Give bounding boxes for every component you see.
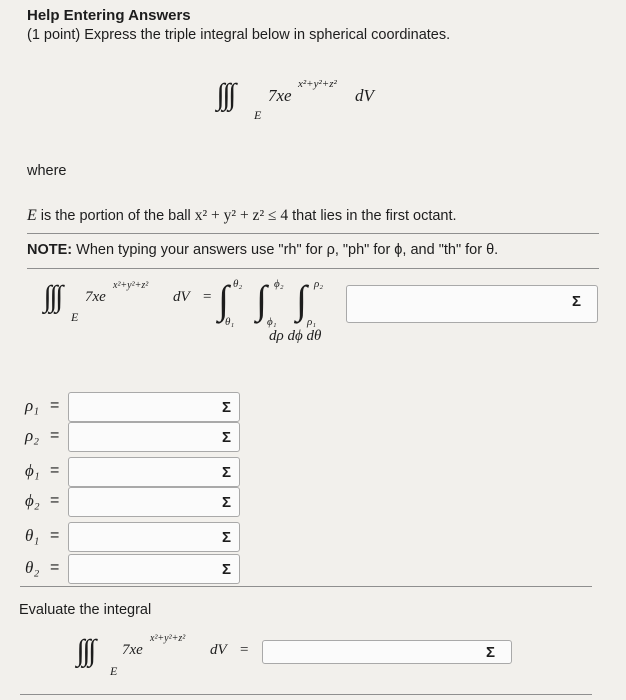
integrand-exponent: x²+y²+z²: [298, 78, 337, 90]
equation-editor-sigma-icon[interactable]: Σ: [486, 644, 496, 661]
note-label: NOTE:: [27, 242, 73, 258]
ball-inequality: x² + y² + z² ≤ 4: [194, 207, 289, 224]
equals-sign: =: [50, 397, 60, 414]
integrand-answer-input[interactable]: [346, 285, 598, 323]
region-symbol: E: [27, 207, 37, 224]
typing-note: [27, 242, 498, 258]
region-label: E: [71, 310, 79, 324]
problem-instructions: (1 point) Express the triple integral below in spherical coordinates.: [27, 27, 451, 43]
limit-label: ϕ₂: [25, 491, 40, 510]
integrand-exponent: x²+y²+z²: [150, 633, 186, 644]
region-description-text: is the portion of the ball: [36, 208, 195, 224]
theta-lower-limit: θ₁: [225, 316, 235, 328]
equation-editor-sigma-icon[interactable]: Σ: [222, 464, 232, 481]
equals-sign: =: [50, 427, 60, 444]
theta-upper-limit: θ₂: [233, 278, 243, 290]
divider: [27, 268, 599, 269]
divider: [20, 586, 592, 587]
phi-lower-limit: ϕ₁: [267, 316, 277, 328]
evaluate-equation: [88, 632, 268, 682]
note-text: When typing your answers use "rh" for ρ, "ph" for ϕ, and "th" for θ.: [72, 242, 499, 258]
integrand-coefficient: 7xe: [85, 289, 106, 305]
limit-answer-input[interactable]: [68, 422, 240, 452]
integral-sign-rho: ∫: [296, 277, 307, 322]
equals-sign: =: [240, 642, 249, 658]
equals-sign: =: [203, 289, 212, 305]
equals-sign: =: [50, 527, 60, 544]
equals-sign: =: [50, 559, 60, 576]
integrand-coefficient: 7xe: [268, 86, 292, 105]
integral-sign-phi: ∫: [256, 277, 267, 322]
divider: [20, 694, 592, 695]
limit-answer-input[interactable]: [68, 522, 240, 552]
triple-integral-display: [228, 76, 428, 124]
where-label: where: [27, 163, 67, 179]
equation-editor-sigma-icon[interactable]: Σ: [222, 529, 232, 546]
divider: [27, 233, 599, 234]
limit-label: θ₂: [25, 558, 40, 577]
evaluate-label: Evaluate the integral: [19, 602, 152, 618]
limit-answer-input[interactable]: [68, 487, 240, 517]
rho-lower-limit: ρ₁: [307, 316, 317, 328]
limit-label: θ₁: [25, 526, 40, 545]
limit-answer-input[interactable]: [68, 392, 240, 422]
region-label: E: [254, 108, 262, 122]
integrand-exponent: x²+y²+z²: [113, 280, 149, 291]
problem-title: Help Entering Answers: [27, 7, 191, 24]
spherical-differentials: dρ dϕ dθ: [269, 328, 322, 344]
equals-sign: =: [50, 492, 60, 509]
region-label: E: [110, 664, 118, 678]
evaluate-answer-input[interactable]: [262, 640, 512, 664]
integrand-differential: dV: [355, 86, 374, 105]
region-description: [27, 207, 457, 225]
equals-sign: =: [50, 462, 60, 479]
limit-answer-input[interactable]: [68, 457, 240, 487]
region-description-suffix: that lies in the first octant.: [288, 208, 457, 224]
equation-editor-sigma-icon[interactable]: Σ: [572, 293, 582, 310]
phi-upper-limit: ϕ₂: [274, 278, 284, 290]
equation-editor-sigma-icon[interactable]: Σ: [222, 429, 232, 446]
limit-label: ρ₂: [25, 426, 40, 445]
integral-sign-theta: ∫: [218, 277, 229, 322]
limit-answer-input[interactable]: [68, 554, 240, 584]
rho-upper-limit: ρ₂: [314, 278, 324, 290]
limit-label: ρ₁: [25, 396, 40, 415]
integrand-coefficient: 7xe: [122, 642, 143, 658]
limit-label: ϕ₁: [25, 461, 40, 480]
spherical-equation: [55, 278, 355, 348]
equation-editor-sigma-icon[interactable]: Σ: [222, 494, 232, 511]
equation-editor-sigma-icon[interactable]: Σ: [222, 399, 232, 416]
equation-editor-sigma-icon[interactable]: Σ: [222, 561, 232, 578]
integrand-differential: dV: [173, 289, 190, 305]
integrand-differential: dV: [210, 642, 227, 658]
